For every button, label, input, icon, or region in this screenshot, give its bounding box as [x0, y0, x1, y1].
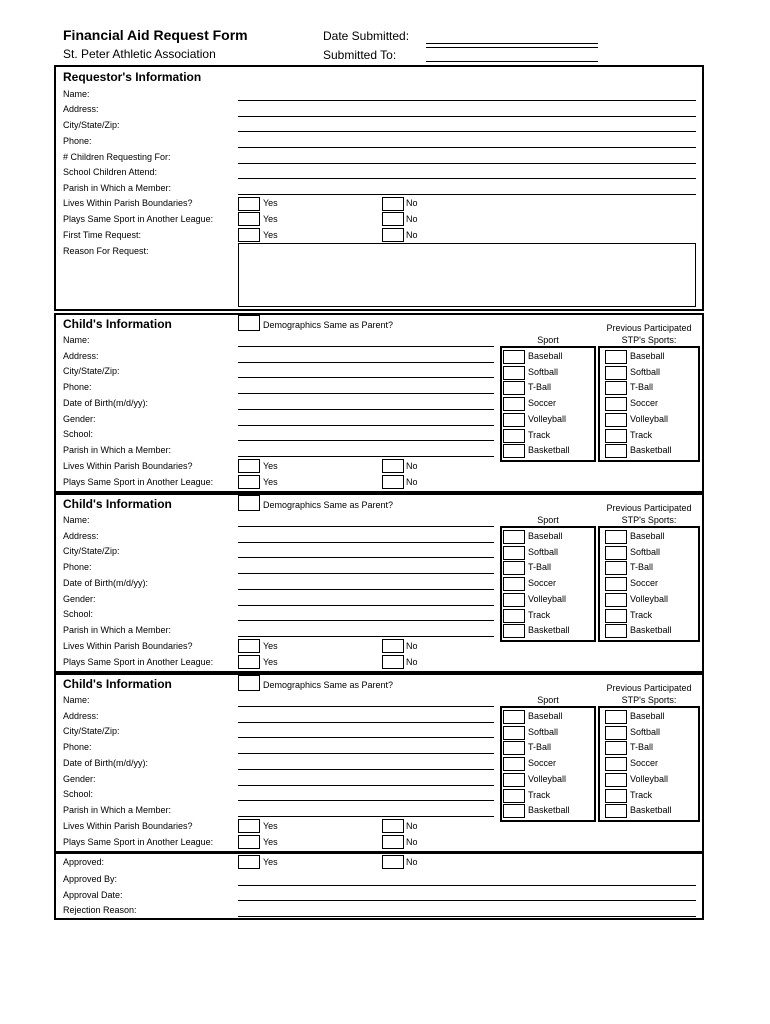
child-1-school-field[interactable] [238, 440, 494, 441]
child-3-lives-within-label: Lives Within Parish Boundaries? [63, 821, 193, 831]
child-1-previous-volleyball-label: Volleyball [630, 413, 669, 424]
child-1-lives-within-label: Lives Within Parish Boundaries? [63, 461, 193, 471]
child-3-previous-basketball-label: Basketball [630, 805, 672, 816]
child-2-previous-header: Previous Participated [606, 503, 692, 513]
requestor-parish-field[interactable] [238, 194, 696, 195]
child-1-phone-field[interactable] [238, 393, 494, 394]
child-2-sport-baseball-checkbox[interactable] [503, 530, 525, 544]
child-2-demographics-label: Demographics Same as Parent? [263, 500, 394, 510]
child-2-previous-t-ball-checkbox[interactable] [605, 561, 627, 575]
child-2-sport-basketball-checkbox[interactable] [503, 624, 525, 638]
child-1-demographics-checkbox[interactable] [238, 315, 260, 331]
child-3-lives-within-yes-checkbox[interactable] [238, 819, 260, 833]
child-1-sport-softball-checkbox[interactable] [503, 366, 525, 380]
child-2-sport-soccer-checkbox[interactable] [503, 577, 525, 591]
child-3-address-field[interactable] [238, 722, 494, 723]
yes-label: Yes [263, 230, 278, 240]
child-1-lives-within-no-checkbox[interactable] [382, 459, 404, 473]
child-3-city-label: City/State/Zip: [63, 726, 120, 737]
child-1-name-field[interactable] [238, 346, 494, 347]
child-3-previous-soccer-checkbox[interactable] [605, 757, 627, 771]
child-3-gender-field[interactable] [238, 785, 494, 786]
child-2-sport-t-ball-label: T-Ball [528, 562, 552, 573]
child-3-parish-field[interactable] [238, 816, 494, 817]
child-1-sport-track-label: Track [528, 429, 551, 440]
no-label: No [406, 821, 418, 831]
requestor-same-sport-yes-checkbox[interactable] [238, 212, 260, 226]
child-1-previous-basketball-label: Basketball [630, 445, 672, 456]
child-2-sport-baseball-label: Baseball [528, 531, 563, 541]
yes-label: Yes [263, 476, 278, 487]
child-2-sport-volleyball-label: Volleyball [528, 593, 567, 604]
approved-label: Approved: [63, 857, 105, 867]
child-1-same-sport-yes-checkbox[interactable] [238, 475, 260, 489]
child-3-sport-soccer-checkbox[interactable] [503, 757, 525, 771]
no-label: No [406, 198, 418, 208]
child-2-phone-field[interactable] [238, 573, 494, 574]
child-2-lives-within-no-checkbox[interactable] [382, 639, 404, 653]
child-1-previous-softball-checkbox[interactable] [605, 366, 627, 380]
requestor-address-field[interactable] [238, 116, 696, 117]
child-1-name-label: Name: [63, 335, 90, 345]
child-2-sport-track-checkbox[interactable] [503, 609, 525, 623]
child-3-sport-volleyball-checkbox[interactable] [503, 773, 525, 787]
child-3-same-sport-no-checkbox[interactable] [382, 835, 404, 849]
child-1-sport-soccer-checkbox[interactable] [503, 397, 525, 411]
child-2-sport-soccer-label: Soccer [528, 578, 557, 589]
date-submitted-label: Date Submitted: [323, 29, 410, 43]
child-3-dob-field[interactable] [238, 769, 494, 770]
requestor-phone-field[interactable] [238, 147, 696, 148]
child-1-previous-track-checkbox[interactable] [605, 429, 627, 443]
child-3-sport-track-label: Track [528, 789, 551, 800]
requestor-school-label: School Children Attend: [63, 167, 158, 177]
child-2-phone-label: Phone: [63, 562, 92, 573]
child-1-dob-field[interactable] [238, 409, 494, 410]
child-1-demographics-label: Demographics Same as Parent? [263, 320, 394, 330]
date-submitted-field[interactable] [426, 43, 598, 44]
child-1-previous-header: Previous Participated [606, 323, 692, 333]
child-1-sport-t-ball-label: T-Ball [528, 382, 552, 393]
child-2-parish-label: Parish in Which a Member: [63, 624, 172, 635]
child-1-address-label: Address: [63, 350, 99, 361]
yes-label: Yes [263, 198, 278, 208]
child-1-previous-header-2: STP's Sports: [621, 335, 677, 345]
child-3-previous-softball-label: Softball [630, 726, 661, 737]
child-2-previous-baseball-checkbox[interactable] [605, 530, 627, 544]
child-3-previous-basketball-checkbox[interactable] [605, 804, 627, 818]
child-3-phone-field[interactable] [238, 753, 494, 754]
child-1-city-field[interactable] [238, 377, 494, 378]
no-label: No [406, 230, 418, 240]
child-2-previous-softball-label: Softball [630, 546, 661, 557]
child-3-previous-volleyball-checkbox[interactable] [605, 773, 627, 787]
child-3-school-label: School: [63, 789, 94, 800]
child-2-heading: Child's Information [63, 497, 172, 511]
child-3-previous-track-checkbox[interactable] [605, 789, 627, 803]
child-3-name-label: Name: [63, 695, 90, 705]
child-3-previous-softball-checkbox[interactable] [605, 726, 627, 740]
child-2-gender-field[interactable] [238, 605, 494, 606]
requestor-same-sport-label: Plays Same Sport in Another League: [63, 214, 214, 224]
child-2-sport-track-label: Track [528, 609, 551, 620]
requestor-children-count-field[interactable] [238, 163, 696, 164]
child-1-previous-t-ball-checkbox[interactable] [605, 381, 627, 395]
child-1-previous-soccer-label: Soccer [630, 398, 659, 409]
child-2-name-field[interactable] [238, 526, 494, 527]
child-3-sport-track-checkbox[interactable] [503, 789, 525, 803]
requestor-same-sport-no-checkbox[interactable] [382, 212, 404, 226]
no-label: No [406, 476, 418, 487]
child-1-sport-baseball-checkbox[interactable] [503, 350, 525, 364]
child-3-previous-soccer-label: Soccer [630, 758, 659, 769]
child-2-previous-volleyball-checkbox[interactable] [605, 593, 627, 607]
approved-yes-checkbox[interactable] [238, 855, 260, 869]
child-3-previous-t-ball-label: T-Ball [630, 742, 654, 753]
child-2-same-sport-yes-checkbox[interactable] [238, 655, 260, 669]
child-2-city-field[interactable] [238, 557, 494, 558]
rejection-reason-label: Rejection Reason: [63, 905, 137, 915]
requestor-city-field[interactable] [238, 131, 696, 132]
child-3-previous-header-2: STP's Sports: [621, 695, 677, 705]
no-label: No [406, 641, 418, 651]
child-1-city-label: City/State/Zip: [63, 366, 120, 377]
child-2-previous-soccer-checkbox[interactable] [605, 577, 627, 591]
child-1-parish-field[interactable] [238, 456, 494, 457]
reason-textarea[interactable] [238, 243, 696, 307]
no-label: No [406, 857, 418, 867]
child-3-parish-label: Parish in Which a Member: [63, 804, 172, 815]
child-1-parish-label: Parish in Which a Member: [63, 444, 172, 455]
approval-date-field[interactable] [238, 900, 696, 901]
requestor-first-time-yes-checkbox[interactable] [238, 228, 260, 242]
requestor-parish-label: Parish in Which a Member: [63, 183, 172, 193]
child-2-sport-t-ball-checkbox[interactable] [503, 561, 525, 575]
child-3-sport-volleyball-label: Volleyball [528, 773, 567, 784]
child-1-previous-t-ball-label: T-Ball [630, 382, 654, 393]
requestor-school-field[interactable] [238, 178, 696, 179]
child-2-address-label: Address: [63, 530, 99, 541]
child-2-previous-baseball-label: Baseball [630, 531, 665, 541]
child-2-sport-basketball-label: Basketball [528, 625, 570, 636]
child-3-city-field[interactable] [238, 737, 494, 738]
approved-by-label: Approved By: [63, 874, 118, 884]
child-1-previous-baseball-checkbox[interactable] [605, 350, 627, 364]
child-2-previous-header-2: STP's Sports: [621, 515, 677, 525]
child-3-previous-baseball-checkbox[interactable] [605, 710, 627, 724]
child-3-previous-header: Previous Participated [606, 683, 692, 693]
child-2-dob-label: Date of Birth(m/d/yy): [63, 577, 149, 588]
child-1-previous-track-label: Track [630, 429, 653, 440]
reason-label: Reason For Request: [63, 246, 149, 256]
child-2-demographics-checkbox[interactable] [238, 495, 260, 511]
child-3-dob-label: Date of Birth(m/d/yy): [63, 757, 149, 768]
child-2-address-field[interactable] [238, 542, 494, 543]
child-1-phone-label: Phone: [63, 382, 92, 393]
child-2-lives-within-yes-checkbox[interactable] [238, 639, 260, 653]
child-2-same-sport-no-checkbox[interactable] [382, 655, 404, 669]
yes-label: Yes [263, 641, 278, 651]
child-2-previous-basketball-label: Basketball [630, 625, 672, 636]
organization-name: St. Peter Athletic Association [63, 47, 216, 61]
rejection-reason-field[interactable] [238, 916, 696, 917]
submitted-to-field[interactable] [426, 61, 598, 62]
no-label: No [406, 836, 418, 847]
child-3-sport-basketball-label: Basketball [528, 805, 570, 816]
child-1-sport-softball-label: Softball [528, 366, 559, 377]
child-3-school-field[interactable] [238, 800, 494, 801]
child-2-sport-softball-label: Softball [528, 546, 559, 557]
requestor-first-time-no-checkbox[interactable] [382, 228, 404, 242]
requestor-phone-label: Phone: [63, 136, 92, 146]
child-1-previous-softball-label: Softball [630, 366, 661, 377]
child-2-sport-softball-checkbox[interactable] [503, 546, 525, 560]
child-1-sport-track-checkbox[interactable] [503, 429, 525, 443]
child-2-name-label: Name: [63, 515, 90, 525]
child-1-sport-basketball-label: Basketball [528, 445, 570, 456]
child-3-lives-within-no-checkbox[interactable] [382, 819, 404, 833]
requestor-first-time-label: First Time Request: [63, 230, 142, 240]
child-2-sport-header: Sport [537, 515, 559, 525]
child-1-sport-soccer-label: Soccer [528, 398, 557, 409]
child-3-name-field[interactable] [238, 706, 494, 707]
yes-label: Yes [263, 857, 278, 867]
child-1-previous-soccer-checkbox[interactable] [605, 397, 627, 411]
child-1-sport-baseball-label: Baseball [528, 351, 563, 361]
child-3-same-sport-label: Plays Same Sport in Another League: [63, 836, 214, 847]
child-3-sport-header: Sport [537, 695, 559, 705]
approval-section [54, 852, 704, 920]
child-1-previous-basketball-checkbox[interactable] [605, 444, 627, 458]
child-3-phone-label: Phone: [63, 742, 92, 753]
child-3-demographics-checkbox[interactable] [238, 675, 260, 691]
no-label: No [406, 461, 418, 471]
child-2-school-label: School: [63, 609, 94, 620]
child-1-same-sport-no-checkbox[interactable] [382, 475, 404, 489]
date-submitted-underline [426, 47, 598, 48]
child-2-same-sport-label: Plays Same Sport in Another League: [63, 656, 214, 667]
child-3-same-sport-yes-checkbox[interactable] [238, 835, 260, 849]
child-2-sport-volleyball-checkbox[interactable] [503, 593, 525, 607]
no-label: No [406, 214, 418, 224]
yes-label: Yes [263, 836, 278, 847]
requestor-name-field[interactable] [238, 100, 696, 101]
requestor-lives-within-yes-checkbox[interactable] [238, 197, 260, 211]
child-1-sport-volleyball-checkbox[interactable] [503, 413, 525, 427]
child-1-school-label: School: [63, 429, 94, 440]
child-2-dob-field[interactable] [238, 589, 494, 590]
no-label: No [406, 656, 418, 667]
child-3-heading: Child's Information [63, 677, 172, 691]
child-1-dob-label: Date of Birth(m/d/yy): [63, 397, 149, 408]
child-2-school-field[interactable] [238, 620, 494, 621]
requestor-heading: Requestor's Information [63, 70, 202, 84]
yes-label: Yes [263, 656, 278, 667]
child-3-sport-softball-label: Softball [528, 726, 559, 737]
child-1-previous-baseball-label: Baseball [630, 351, 665, 361]
child-2-city-label: City/State/Zip: [63, 546, 120, 557]
child-1-gender-field[interactable] [238, 425, 494, 426]
child-3-sport-softball-checkbox[interactable] [503, 726, 525, 740]
yes-label: Yes [263, 821, 278, 831]
requestor-address-label: Address: [63, 104, 99, 114]
child-2-previous-softball-checkbox[interactable] [605, 546, 627, 560]
child-3-address-label: Address: [63, 710, 99, 721]
requestor-lives-within-label: Lives Within Parish Boundaries? [63, 198, 193, 208]
child-3-previous-track-label: Track [630, 789, 653, 800]
child-1-address-field[interactable] [238, 362, 494, 363]
child-1-heading: Child's Information [63, 317, 172, 331]
child-2-gender-label: Gender: [63, 593, 96, 604]
yes-label: Yes [263, 214, 278, 224]
requestor-name-label: Name: [63, 89, 90, 99]
yes-label: Yes [263, 461, 278, 471]
child-3-previous-baseball-label: Baseball [630, 711, 665, 721]
child-3-sport-baseball-label: Baseball [528, 711, 563, 721]
approved-by-field[interactable] [238, 885, 696, 886]
child-2-previous-track-checkbox[interactable] [605, 609, 627, 623]
form-title: Financial Aid Request Form [63, 27, 248, 43]
requestor-children-count-label: # Children Requesting For: [63, 152, 171, 162]
child-1-sport-t-ball-checkbox[interactable] [503, 381, 525, 395]
child-1-sport-volleyball-label: Volleyball [528, 413, 567, 424]
requestor-city-label: City/State/Zip: [63, 120, 120, 130]
child-3-previous-volleyball-label: Volleyball [630, 773, 669, 784]
child-1-previous-volleyball-checkbox[interactable] [605, 413, 627, 427]
child-1-lives-within-yes-checkbox[interactable] [238, 459, 260, 473]
child-3-previous-t-ball-checkbox[interactable] [605, 741, 627, 755]
child-3-demographics-label: Demographics Same as Parent? [263, 680, 394, 690]
child-2-previous-basketball-checkbox[interactable] [605, 624, 627, 638]
child-3-sport-soccer-label: Soccer [528, 758, 557, 769]
child-2-lives-within-label: Lives Within Parish Boundaries? [63, 641, 193, 651]
child-2-previous-t-ball-label: T-Ball [630, 562, 654, 573]
child-1-sport-header: Sport [537, 335, 559, 345]
child-1-gender-label: Gender: [63, 413, 96, 424]
submitted-to-label: Submitted To: [323, 48, 397, 62]
child-3-sport-baseball-checkbox[interactable] [503, 710, 525, 724]
requestor-lives-within-no-checkbox[interactable] [382, 197, 404, 211]
child-2-previous-soccer-label: Soccer [630, 578, 659, 589]
child-2-previous-track-label: Track [630, 609, 653, 620]
child-1-same-sport-label: Plays Same Sport in Another League: [63, 476, 214, 487]
child-3-gender-label: Gender: [63, 773, 96, 784]
child-2-parish-field[interactable] [238, 636, 494, 637]
child-3-sport-t-ball-checkbox[interactable] [503, 741, 525, 755]
approval-date-label: Approval Date: [63, 890, 123, 900]
child-3-sport-basketball-checkbox[interactable] [503, 804, 525, 818]
child-3-sport-t-ball-label: T-Ball [528, 742, 552, 753]
approved-no-checkbox[interactable] [382, 855, 404, 869]
child-1-sport-basketball-checkbox[interactable] [503, 444, 525, 458]
child-2-previous-volleyball-label: Volleyball [630, 593, 669, 604]
